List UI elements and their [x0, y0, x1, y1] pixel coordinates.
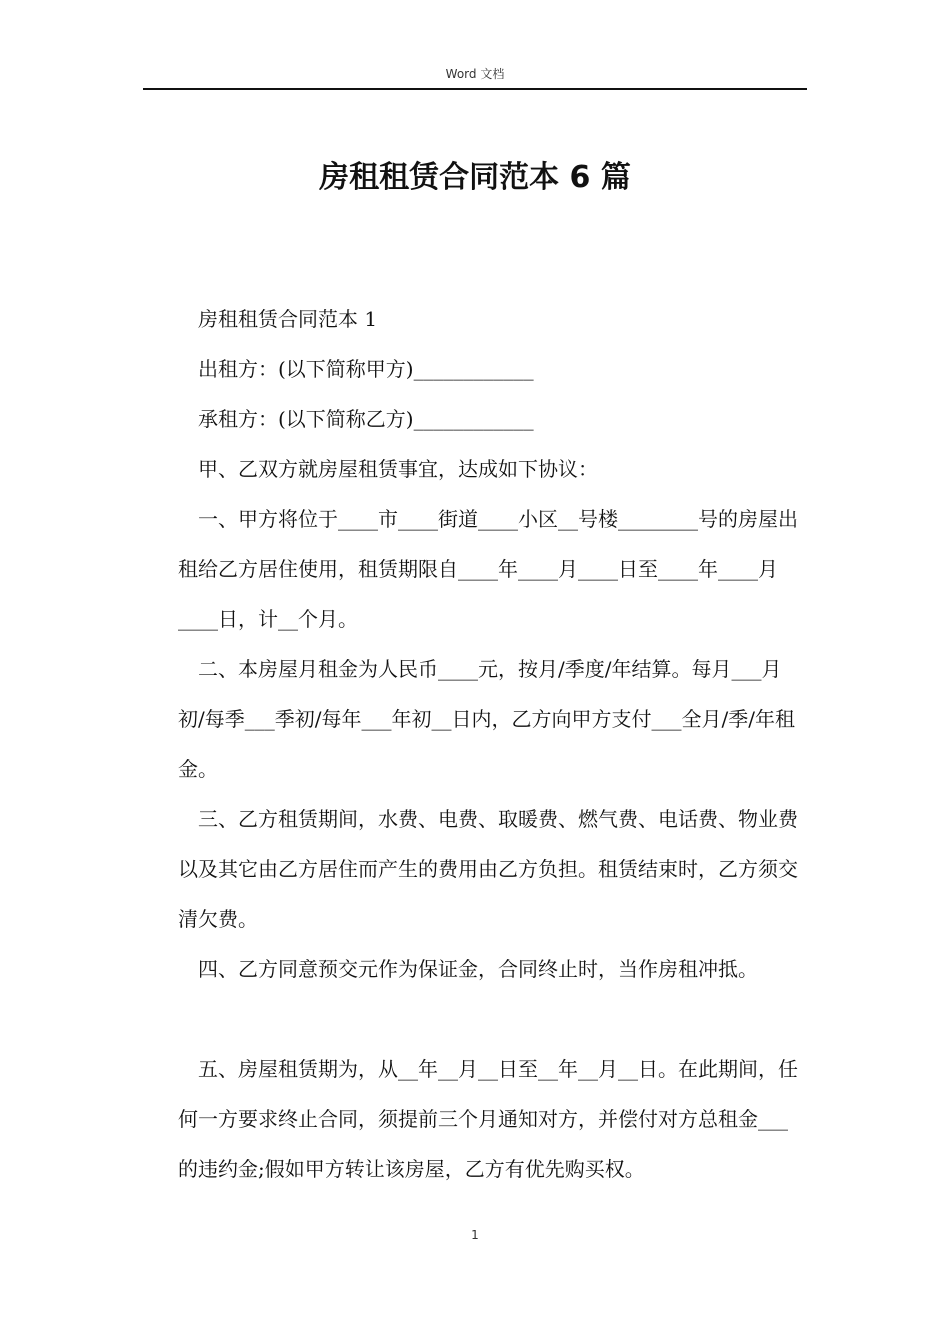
clause-1: 一、甲方将位于____市____街道____小区__号楼________号的房屋出租给乙方居住使用，租赁期限自____年____月____日至____年____月____日，计__个月。 — [178, 507, 798, 631]
clause-4: 四、乙方同意预交元作为保证金，合同终止时，当作房租冲抵。 — [198, 957, 758, 981]
clause-5: 五、房屋租赁期为，从__年__月__日至__年__月__日。在此期间，任何一方要求终止合同，须提前三个月通知对方，并偿付对方总租金___的违约金;假如甲方转让该房屋，乙方有优先购买权。 — [178, 1057, 798, 1181]
clause-2: 二、本房屋月租金为人民币____元，按月/季度/年结算。每月___月初/每季___季初/每年___年初__日内，乙方向甲方支付___全月/季/年租金。 — [178, 657, 795, 781]
page-number: 1 — [471, 1228, 479, 1242]
section-heading: 房租租赁合同范本 1 — [198, 307, 378, 331]
paragraph-gap — [178, 994, 806, 1044]
document-body — [178, 294, 806, 1194]
agreement-intro: 甲、乙双方就房屋租赁事宜，达成如下协议： — [198, 457, 598, 481]
document-title: 房租租赁合同范本 6 篇 — [319, 160, 631, 195]
lessee-line: 承租方：(以下简称乙方)____________ — [198, 407, 534, 431]
clause-3: 三、乙方租赁期间，水费、电费、取暖费、燃气费、电话费、物业费以及其它由乙方居住而产生的费用由乙方负担。租赁结束时，乙方须交清欠费。 — [178, 807, 798, 931]
page-header: Word 文档 — [143, 66, 807, 90]
lessor-line: 出租方：(以下简称甲方)____________ — [198, 357, 534, 381]
